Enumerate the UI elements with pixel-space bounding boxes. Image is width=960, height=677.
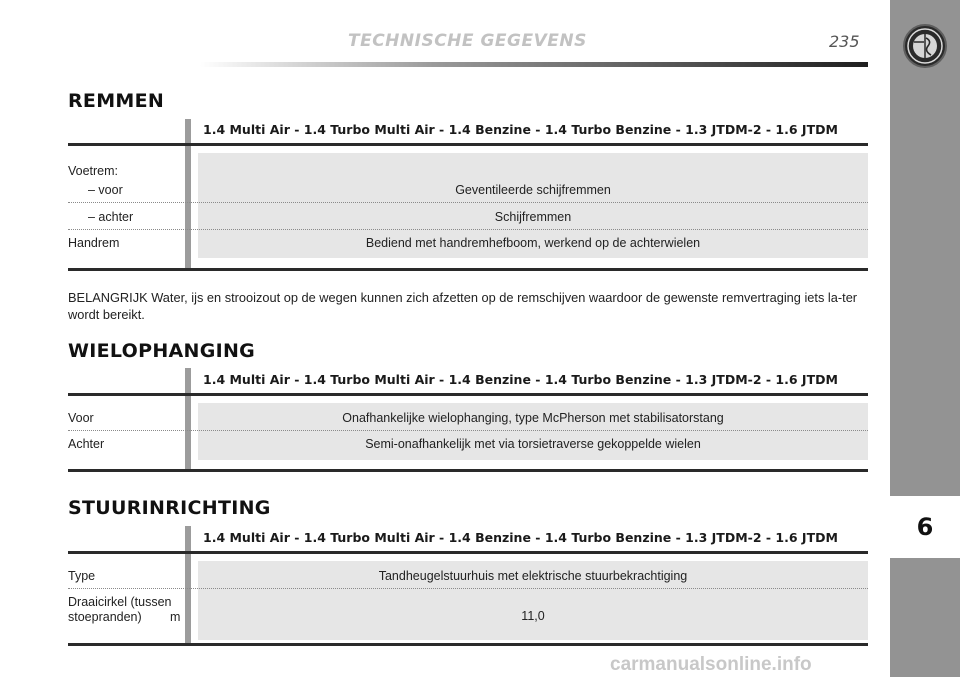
row-value-rear: Schijfremmen [494,210,572,224]
table-top-rule [68,143,868,146]
row-label-rear-suspension: Achter [68,437,105,451]
column-divider [185,119,191,269]
row-divider [68,202,868,203]
page-number: 235 [829,32,860,51]
row-value-steering-type: Tandheugelstuurhuis met elektrische stuurbekrachtiging [378,569,688,583]
row-label-turning-circle-cont: stoepranden) [68,610,142,624]
row-label-front: – voor [88,183,123,197]
row-value-turning-circle: 11,0 [521,609,545,623]
column-divider [185,526,191,644]
engine-header-brakes: 1.4 Multi Air - 1.4 Turbo Multi Air - 1.4 Benzine - 1.4 Turbo Benzine - 1.3 JTDM-2 - 1.6 JTDM [203,122,838,137]
row-divider [68,430,868,431]
row-value-front: Geventileerde schijfremmen [455,183,611,197]
table-top-rule [68,393,868,396]
page-header [0,0,890,70]
watermark: carmanualsonline.info [610,654,812,675]
running-title: TECHNISCHE GEGEVENS [348,31,587,51]
chapter-number-tab[interactable]: 6 [890,496,960,558]
row-label-front-suspension: Voor [68,411,94,425]
row-unit-meters: m [170,610,181,624]
row-label-turning-circle: Draaicirkel (tussen [68,595,172,609]
table-top-rule [68,551,868,554]
engine-header-steering: 1.4 Multi Air - 1.4 Turbo Multi Air - 1.4 Benzine - 1.4 Turbo Benzine - 1.3 JTDM-2 - 1.6 JTDM [203,530,838,545]
chapter-sidebar [890,0,960,677]
column-divider [185,368,191,470]
row-label-handbrake: Handrem [68,236,120,250]
row-label-footbrake: Voetrem: [68,164,119,178]
row-divider [68,588,868,589]
header-rule [200,62,868,67]
important-note: BELANGRIJK Water, ijs en strooizout op de wegen kunnen zich afzetten op de remschijven waardoor de gewenste remvertraging iets la-ter wordt bereikt. [68,290,858,322]
row-label-steering-type: Type [68,569,96,583]
table-bottom-rule [68,268,868,271]
row-value-handbrake: Bediend met handremhefboom, werkend op de achterwielen [365,236,701,250]
row-divider [68,229,868,230]
row-value-front-suspension: Onafhankelijke wielophanging, type McPherson met stabilisatorstang [342,411,724,425]
table-bottom-rule [68,469,868,472]
row-label-rear: – achter [88,210,134,224]
section-title-suspension: WIELOPHANGING [68,340,256,362]
logo-graphic [905,26,945,66]
engine-header-suspension: 1.4 Multi Air - 1.4 Turbo Multi Air - 1.4 Benzine - 1.4 Turbo Benzine - 1.3 JTDM-2 - 1.6 JTDM [203,372,838,387]
section-title-steering: STUURINRICHTING [68,497,271,519]
section-title-brakes: REMMEN [68,90,165,112]
table-bottom-rule [68,643,868,646]
row-value-rear-suspension: Semi-onafhankelijk met via torsietraverse gekoppelde wielen [365,437,701,451]
alfa-romeo-logo-icon [903,24,947,68]
